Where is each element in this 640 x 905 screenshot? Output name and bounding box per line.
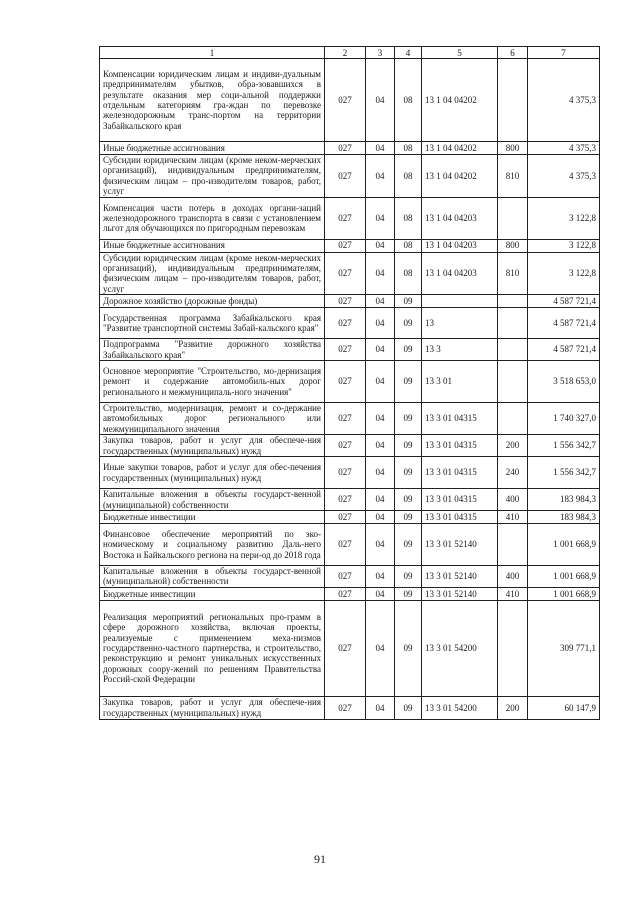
expense-type-cell — [498, 403, 528, 435]
table-row — [100, 239, 600, 252]
item-name-cell: Субсидии юридическим лицам (кроме неком-мерческих организаций), индивидуальным предпринимателям, физическим лицам – про-изводителям товаров, работ, услуг — [100, 252, 325, 295]
expense-type-cell: 810 — [498, 155, 528, 198]
ministry-code-cell: 027 — [325, 696, 366, 719]
section-code-cell: 04 — [366, 339, 395, 361]
expense-type-cell: 800 — [498, 142, 528, 155]
header-cell: 6 — [498, 47, 528, 59]
section-code-cell: 04 — [366, 696, 395, 719]
target-article-cell: 13 3 01 54200 — [422, 696, 498, 719]
ministry-code-cell: 027 — [325, 239, 366, 252]
table-row — [100, 339, 600, 361]
header-cell: 2 — [325, 47, 366, 59]
target-article-cell: 13 3 01 54200 — [422, 600, 498, 696]
ministry-code-cell: 027 — [325, 308, 366, 339]
expense-type-cell — [498, 339, 528, 361]
subsection-code-cell: 09 — [395, 339, 422, 361]
section-code-cell: 04 — [366, 308, 395, 339]
header-cell: 3 — [366, 47, 395, 59]
subsection-code-cell: 09 — [395, 457, 422, 489]
amount-cell: 4 587 721,4 — [528, 295, 600, 308]
table-row — [100, 361, 600, 403]
amount-cell: 183 984,3 — [528, 489, 600, 511]
table-row — [100, 435, 600, 457]
subsection-code-cell: 09 — [395, 361, 422, 403]
section-code-cell: 04 — [366, 587, 395, 600]
table-row — [100, 457, 600, 489]
table-row — [100, 565, 600, 587]
subsection-code-cell: 08 — [395, 59, 422, 142]
ministry-code-cell: 027 — [325, 510, 366, 523]
section-code-cell: 04 — [366, 523, 395, 565]
table-row — [100, 523, 600, 565]
expense-type-cell: 410 — [498, 587, 528, 600]
amount-cell: 4 375,3 — [528, 155, 600, 198]
subsection-code-cell: 08 — [395, 239, 422, 252]
subsection-code-cell: 09 — [395, 308, 422, 339]
target-article-cell: 13 — [422, 308, 498, 339]
target-article-cell: 13 3 01 04315 — [422, 457, 498, 489]
subsection-code-cell: 09 — [395, 510, 422, 523]
ministry-code-cell: 027 — [325, 600, 366, 696]
ministry-code-cell: 027 — [325, 403, 366, 435]
expense-type-cell — [498, 361, 528, 403]
header-cell: 5 — [422, 47, 498, 59]
ministry-code-cell: 027 — [325, 489, 366, 511]
expense-type-cell: 400 — [498, 489, 528, 511]
target-article-cell: 13 3 01 04315 — [422, 403, 498, 435]
expense-type-cell: 810 — [498, 252, 528, 295]
expense-type-cell — [498, 59, 528, 142]
target-article-cell: 13 1 04 04202 — [422, 59, 498, 142]
section-code-cell: 04 — [366, 510, 395, 523]
subsection-code-cell: 09 — [395, 600, 422, 696]
amount-cell: 1 556 342,7 — [528, 457, 600, 489]
amount-cell: 183 984,3 — [528, 510, 600, 523]
section-code-cell: 04 — [366, 59, 395, 142]
subsection-code-cell: 09 — [395, 435, 422, 457]
expense-type-cell — [498, 600, 528, 696]
item-name-cell: Компенсация части потерь в доходах органи-заций железнодорожного транспорта в связи с установлением льгот для обучающихся по пригородным перевозкам — [100, 197, 325, 239]
section-code-cell: 04 — [366, 435, 395, 457]
ministry-code-cell: 027 — [325, 523, 366, 565]
item-name-cell: Субсидии юридическим лицам (кроме неком-мерческих организаций), индивидуальным предпринимателям, физическим лицам – про-изводителям товаров, работ, услуг — [100, 155, 325, 198]
ministry-code-cell: 027 — [325, 59, 366, 142]
amount-cell: 3 122,8 — [528, 197, 600, 239]
item-name-cell: Иные бюджетные ассигнования — [100, 239, 325, 252]
expense-type-cell: 400 — [498, 565, 528, 587]
item-name-cell: Финансовое обеспечение мероприятий по эко-номическому и социальному развитию Даль-него Востока и Байкальского региона на пери-од до 2018 года — [100, 523, 325, 565]
amount-cell: 4 587 721,4 — [528, 308, 600, 339]
page-number: 91 — [314, 852, 326, 866]
target-article-cell: 13 1 04 04203 — [422, 252, 498, 295]
item-name-cell: Бюджетные инвестиции — [100, 510, 325, 523]
ministry-code-cell: 027 — [325, 565, 366, 587]
section-code-cell: 04 — [366, 457, 395, 489]
table-row — [100, 403, 600, 435]
subsection-code-cell: 08 — [395, 142, 422, 155]
amount-cell: 4 375,3 — [528, 59, 600, 142]
amount-cell: 1 740 327,0 — [528, 403, 600, 435]
item-name-cell: Строительство, модернизация, ремонт и со-держание автомобильных дорог регионального или межмуниципального значения — [100, 403, 325, 435]
amount-cell: 60 147,9 — [528, 696, 600, 719]
ministry-code-cell: 027 — [325, 295, 366, 308]
expense-type-cell: 240 — [498, 457, 528, 489]
subsection-code-cell: 09 — [395, 523, 422, 565]
target-article-cell: 13 3 01 04315 — [422, 435, 498, 457]
section-code-cell: 04 — [366, 142, 395, 155]
ministry-code-cell: 027 — [325, 339, 366, 361]
ministry-code-cell: 027 — [325, 155, 366, 198]
section-code-cell: 04 — [366, 239, 395, 252]
section-code-cell: 04 — [366, 295, 395, 308]
subsection-code-cell: 08 — [395, 252, 422, 295]
table-body — [100, 59, 600, 720]
item-name-cell: Дорожное хозяйство (дорожные фонды) — [100, 295, 325, 308]
subsection-code-cell: 08 — [395, 155, 422, 198]
amount-cell: 3 122,8 — [528, 252, 600, 295]
target-article-cell: 13 3 01 52140 — [422, 523, 498, 565]
target-article-cell: 13 3 01 04315 — [422, 510, 498, 523]
amount-cell: 309 771,1 — [528, 600, 600, 696]
item-name-cell: Иные бюджетные ассигнования — [100, 142, 325, 155]
target-article-cell: 13 3 — [422, 339, 498, 361]
section-code-cell: 04 — [366, 197, 395, 239]
amount-cell: 1 001 668,9 — [528, 523, 600, 565]
target-article-cell: 13 1 04 04203 — [422, 197, 498, 239]
item-name-cell: Бюджетные инвестиции — [100, 587, 325, 600]
expense-type-cell: 410 — [498, 510, 528, 523]
item-name-cell: Закупка товаров, работ и услуг для обеспече-ния государственных (муниципальных) нужд — [100, 435, 325, 457]
item-name-cell: Подпрограмма "Развитие дорожного хозяйства Забайкальского края" — [100, 339, 325, 361]
table-row — [100, 308, 600, 339]
table-row — [100, 155, 600, 198]
table-row — [100, 197, 600, 239]
header-cell: 4 — [395, 47, 422, 59]
subsection-code-cell: 08 — [395, 197, 422, 239]
target-article-cell: 13 1 04 04203 — [422, 239, 498, 252]
section-code-cell: 04 — [366, 361, 395, 403]
item-name-cell: Капитальные вложения в объекты государст-венной (муниципальной) собственности — [100, 489, 325, 511]
expense-type-cell — [498, 197, 528, 239]
ministry-code-cell: 027 — [325, 252, 366, 295]
subsection-code-cell: 09 — [395, 696, 422, 719]
target-article-cell: 13 3 01 04315 — [422, 489, 498, 511]
subsection-code-cell: 09 — [395, 489, 422, 511]
table-row — [100, 600, 600, 696]
item-name-cell: Иные закупки товаров, работ и услуг для обес-печения государственных (муниципальных) нужд — [100, 457, 325, 489]
subsection-code-cell: 09 — [395, 565, 422, 587]
expense-type-cell: 200 — [498, 435, 528, 457]
subsection-code-cell: 09 — [395, 403, 422, 435]
target-article-cell — [422, 295, 498, 308]
item-name-cell: Государственная программа Забайкальского края "Развитие транспортной системы Забай-кальского края" — [100, 308, 325, 339]
expense-type-cell — [498, 295, 528, 308]
table-row — [100, 489, 600, 511]
amount-cell: 4 587 721,4 — [528, 339, 600, 361]
amount-cell: 3 122,8 — [528, 239, 600, 252]
ministry-code-cell: 027 — [325, 457, 366, 489]
section-code-cell: 04 — [366, 403, 395, 435]
target-article-cell: 13 3 01 52140 — [422, 565, 498, 587]
target-article-cell: 13 3 01 — [422, 361, 498, 403]
ministry-code-cell: 027 — [325, 142, 366, 155]
budget-table — [99, 46, 600, 720]
table-row — [100, 587, 600, 600]
table-row — [100, 295, 600, 308]
table-row — [100, 510, 600, 523]
section-code-cell: 04 — [366, 252, 395, 295]
section-code-cell: 04 — [366, 489, 395, 511]
target-article-cell: 13 1 04 04202 — [422, 142, 498, 155]
target-article-cell: 13 1 04 04202 — [422, 155, 498, 198]
amount-cell: 1 556 342,7 — [528, 435, 600, 457]
section-code-cell: 04 — [366, 565, 395, 587]
table-row — [100, 142, 600, 155]
amount-cell: 3 518 653,0 — [528, 361, 600, 403]
expense-type-cell — [498, 308, 528, 339]
header-row — [100, 47, 600, 59]
amount-cell: 1 001 668,9 — [528, 587, 600, 600]
subsection-code-cell: 09 — [395, 295, 422, 308]
ministry-code-cell: 027 — [325, 361, 366, 403]
expense-type-cell: 800 — [498, 239, 528, 252]
section-code-cell: 04 — [366, 600, 395, 696]
item-name-cell: Капитальные вложения в объекты государст-венной (муниципальной) собственности — [100, 565, 325, 587]
header-cell: 1 — [100, 47, 325, 59]
section-code-cell: 04 — [366, 155, 395, 198]
expense-type-cell: 200 — [498, 696, 528, 719]
target-article-cell: 13 3 01 52140 — [422, 587, 498, 600]
table-row — [100, 59, 600, 142]
ministry-code-cell: 027 — [325, 587, 366, 600]
item-name-cell: Реализация мероприятий региональных про-грамм в сфере дорожного хозяйства, включая проекты, реализуемые с применением меха-низмов государственно-частного партнерства, и строительство, реконструкцию и ремонт уникальных искусственных дорожных соору-жений по решениям Правительства Россий-ской Федерации — [100, 600, 325, 696]
amount-cell: 1 001 668,9 — [528, 565, 600, 587]
header-cell: 7 — [528, 47, 600, 59]
amount-cell: 4 375,3 — [528, 142, 600, 155]
expense-type-cell — [498, 523, 528, 565]
ministry-code-cell: 027 — [325, 435, 366, 457]
table-row — [100, 696, 600, 719]
item-name-cell: Закупка товаров, работ и услуг для обеспече-ния государственных (муниципальных) нужд — [100, 696, 325, 719]
ministry-code-cell: 027 — [325, 197, 366, 239]
subsection-code-cell: 09 — [395, 587, 422, 600]
table-row — [100, 252, 600, 295]
item-name-cell: Компенсации юридическим лицам и индиви-дуальным предпринимателям убытков, обра-зовавшихся в результате оказания мер соци-альной поддержки отдельным категориям гра-ждан по перевозке железнодорожным транс-портом на территории Забайкальского края — [100, 59, 325, 142]
item-name-cell: Основное мероприятие "Строительство, мо-дернизация ремонт и содержание автомобиль-ных дорог регионального и межмуниципаль-ного значения" — [100, 361, 325, 403]
